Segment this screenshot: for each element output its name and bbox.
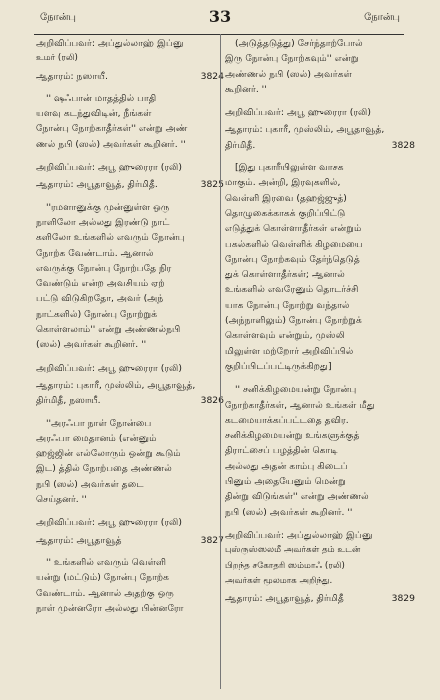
quote-line: ஹஜ்ஜின் எல்லோரும் ஒன்று கூடும் [36,448,181,460]
hadith-number: 3824 [200,70,224,82]
hadith-number: 3826 [200,395,224,407]
page-header [0,6,440,32]
quote-line: நபி (ஸல்) அவர்கள் தடை [36,478,144,490]
narrator-block [225,528,417,589]
narrator-line: அவர்கள் மூலமாக அறிந்து. [225,575,333,586]
quote-line: நோன்பு நோற்கவும் தேர்ந்தெடுத் [225,253,360,265]
quote-line: துக் கொள்ளாதீர்கள்; ஆனால் [225,269,345,281]
hadith-number: 3829 [391,593,415,605]
quote-line: யளவு கடந்துவிடின், நீங்கள் [36,108,152,120]
quote-line: கடமையாக்கப்பட்டதை தவிர. [225,414,349,426]
quote-line: அரஃபா மைதானம் (என்னும் [36,432,157,444]
quote-line: ''அரஃபா நாள் நோன்பை [46,417,152,429]
narrator-block [36,36,226,67]
quote-line: பினும் அதையேனும் மென்று [225,476,346,488]
narrator-line: புஸ்ருஸ்ஸலமீ அவர்கள் தம் உடன் [225,545,361,556]
narrator-line: அறிவிப்பவர்: அபூ ஹுரைரா (ரலி) [36,362,182,374]
quote-line: அண்ணல் நபி (ஸல்) அவர்கள் [225,68,352,80]
quote-line: நோற்க வேண்டாம். ஆனால் [36,247,154,259]
source-block [36,533,226,548]
source-line: ஆதாரம்: புகாரீ, முஸ்லிம், அபூதாவூத், [36,379,196,391]
quote-line: கூறினர். '' [225,83,267,95]
quote-line: ''ரமளானுக்கு முன்னுள்ள ஒரு [46,201,170,213]
source-block [36,177,226,192]
quote-line: நபி (ஸல்) அவர்கள் கூறினர். '' [225,506,353,518]
narrator-line: அறிவிப்பவர்: அப்துல்லாஹ் இப்னு [225,529,373,541]
quote-line: '' சனிக்கிழமையன்று நோன்பு [235,384,357,396]
quote-line: நாள் முன்னரோ அல்லது பின்னரோ [36,602,184,614]
narrator-line: அறிவிப்பவர்: அப்துல்லாஹ் இப்னு [36,38,184,49]
source-text: ஆதாரம்: அபூதாவூத் [36,534,122,546]
narrator-block [36,515,226,530]
quote-block [225,160,417,374]
source-text: ஆதாரம்: அபூதாவூத், திர்மிதீ [225,593,344,605]
quote-block [36,91,226,152]
narrator-line: பிறந்த சகோதரி ஸம்மாஃ (ரலி) [225,560,345,571]
quote-line: ணல் நபி (ஸல்) அவர்கள் கூறினர். '' [36,138,186,150]
source-line: திர்மிதீ, நஸாயீ. [36,395,101,407]
quote-line: '' உங்களில் எவரும் வெள்ளி [46,556,167,568]
source-block [225,122,417,153]
quote-line: யாக நோன்பு நோற்று வந்தால் [225,299,350,311]
quote-line: கொள்ளவும் என்றும், முஸ்லி [225,330,345,342]
narrator-block [36,160,226,175]
quote-line: சனிக்கிழமையன்று உங்களுக்குத் [225,430,360,442]
quote-line: [இது புகாரீயிலுள்ள வாசக [235,162,344,174]
narrator-block [225,105,417,120]
quote-block [36,200,226,353]
quote-line: உங்களில் எவரேனும் தொடர்ச்சி [225,284,359,296]
quote-block [225,36,417,97]
source-block [225,591,417,606]
quote-line: திராட்சைப் பழத்தின் கொடி [225,445,338,457]
narrator-line: அறிவிப்பவர்: அபூ ஹுரைரா (ரலி) [225,107,371,119]
quote-block [36,416,226,508]
narrator-block [36,361,226,376]
column-divider [220,34,221,689]
quote-line: பகல்களில் வெள்ளிக் கிழமையை [225,238,363,250]
narrator-line: உமர் (ரலி) [36,53,78,64]
quote-line: கொள்ளலாம்'' என்று அண்ணல்நபி [36,324,181,336]
source-line: திர்மிதீ. [225,139,256,151]
quote-line: இரு நோன்பு நோற்கவும்'' என்று [225,53,359,65]
source-block [36,69,226,84]
quote-line: '' ஷஃபான் மாதத்தில் பாதி [46,92,157,104]
right-column [225,36,417,613]
quote-line: தின்று விடுங்கள்'' என்று அண்ணல் [225,491,369,503]
quote-line: நாளிலோ அல்லது இரண்டு நாட் [36,216,170,228]
quote-block [36,555,226,616]
quote-line: எவருக்கு நோன்பு நோற்பதே நிர [36,262,172,274]
quote-line: அல்லது அதன் காம்பு கிடைப் [225,460,348,472]
hadith-number: 3825 [200,179,224,191]
running-head-right: நோன்பு [364,12,400,23]
quote-line: எடுத்துக் கொள்ளாதீர்கள் என்றும் [225,223,362,235]
quote-block [225,382,417,520]
narrator-line: அறிவிப்பவர்: அபூ ஹுரைரா (ரலி) [36,517,182,529]
quote-line: (அந்நாளிலும்) நோன்பு நோற்றுக் [225,315,362,327]
quote-line: வேண்டாம். ஆனால் அதற்கு ஒரு [36,587,174,599]
quote-line: நாட்களில்) நோன்பு நோற்றுக் [36,308,158,320]
quote-line: செய்தனர். '' [36,494,87,506]
quote-line: பட்டு விடுகிறதோ, அவர் (அந் [36,293,164,305]
quote-line: யன்று (மட்டும்) நோன்பு நோற்க [36,572,170,584]
quote-line: மாகும். அன்றி, இரவுகளில், [225,177,341,189]
source-line: ஆதாரம்: புகாரீ, முஸ்லிம், அபூதாவூத், [225,124,385,136]
quote-line: தொழுகைக்காகக் குறிப்பிட்டு [225,207,346,219]
left-column [36,36,226,624]
source-text: ஆதாரம்: அபூதாவூத், திர்மிதீ. [36,179,158,191]
hadith-number: 3827 [200,534,224,546]
source-block [36,378,226,409]
source-text: ஆதாரம்: நஸாயீ. [36,70,108,82]
running-head-left: நோன்பு [40,12,76,23]
quote-line: இட) த்தில் நோற்பதை அண்ணல் [36,463,172,475]
quote-line: வெள்ளி இரவை (தஹஜ்ஜுத்) [225,192,347,204]
quote-line: நோற்காதீர்கள், ஆனால் உங்கள் மீது [225,399,375,411]
quote-line: நோன்பு நோற்காதீர்கள்'' என்று அண் [36,123,188,135]
quote-line: (ஸல்) அவர்கள் கூறினர். '' [36,339,147,351]
narrator-line: அறிவிப்பவர்: அபூ ஹுரைரா (ரலி) [36,162,182,174]
hadith-number: 3828 [391,139,415,151]
quote-line: வேண்டும் என்ற அவசியம் ஏற் [36,278,165,290]
page-number: 33 [208,7,232,26]
quote-line: (அடுத்தடுத்து) சேர்ந்தாற்போல் [235,38,363,49]
quote-line: மிலுள்ள மற்றோர் அறிவிப்பில் [225,345,354,357]
quote-line: களிலோ உங்களில் எவரும் நோன்பு [36,232,185,244]
header-rule [34,34,404,35]
quote-line: குறிப்பிடப்பட்டிருக்கிறது] [225,360,332,372]
